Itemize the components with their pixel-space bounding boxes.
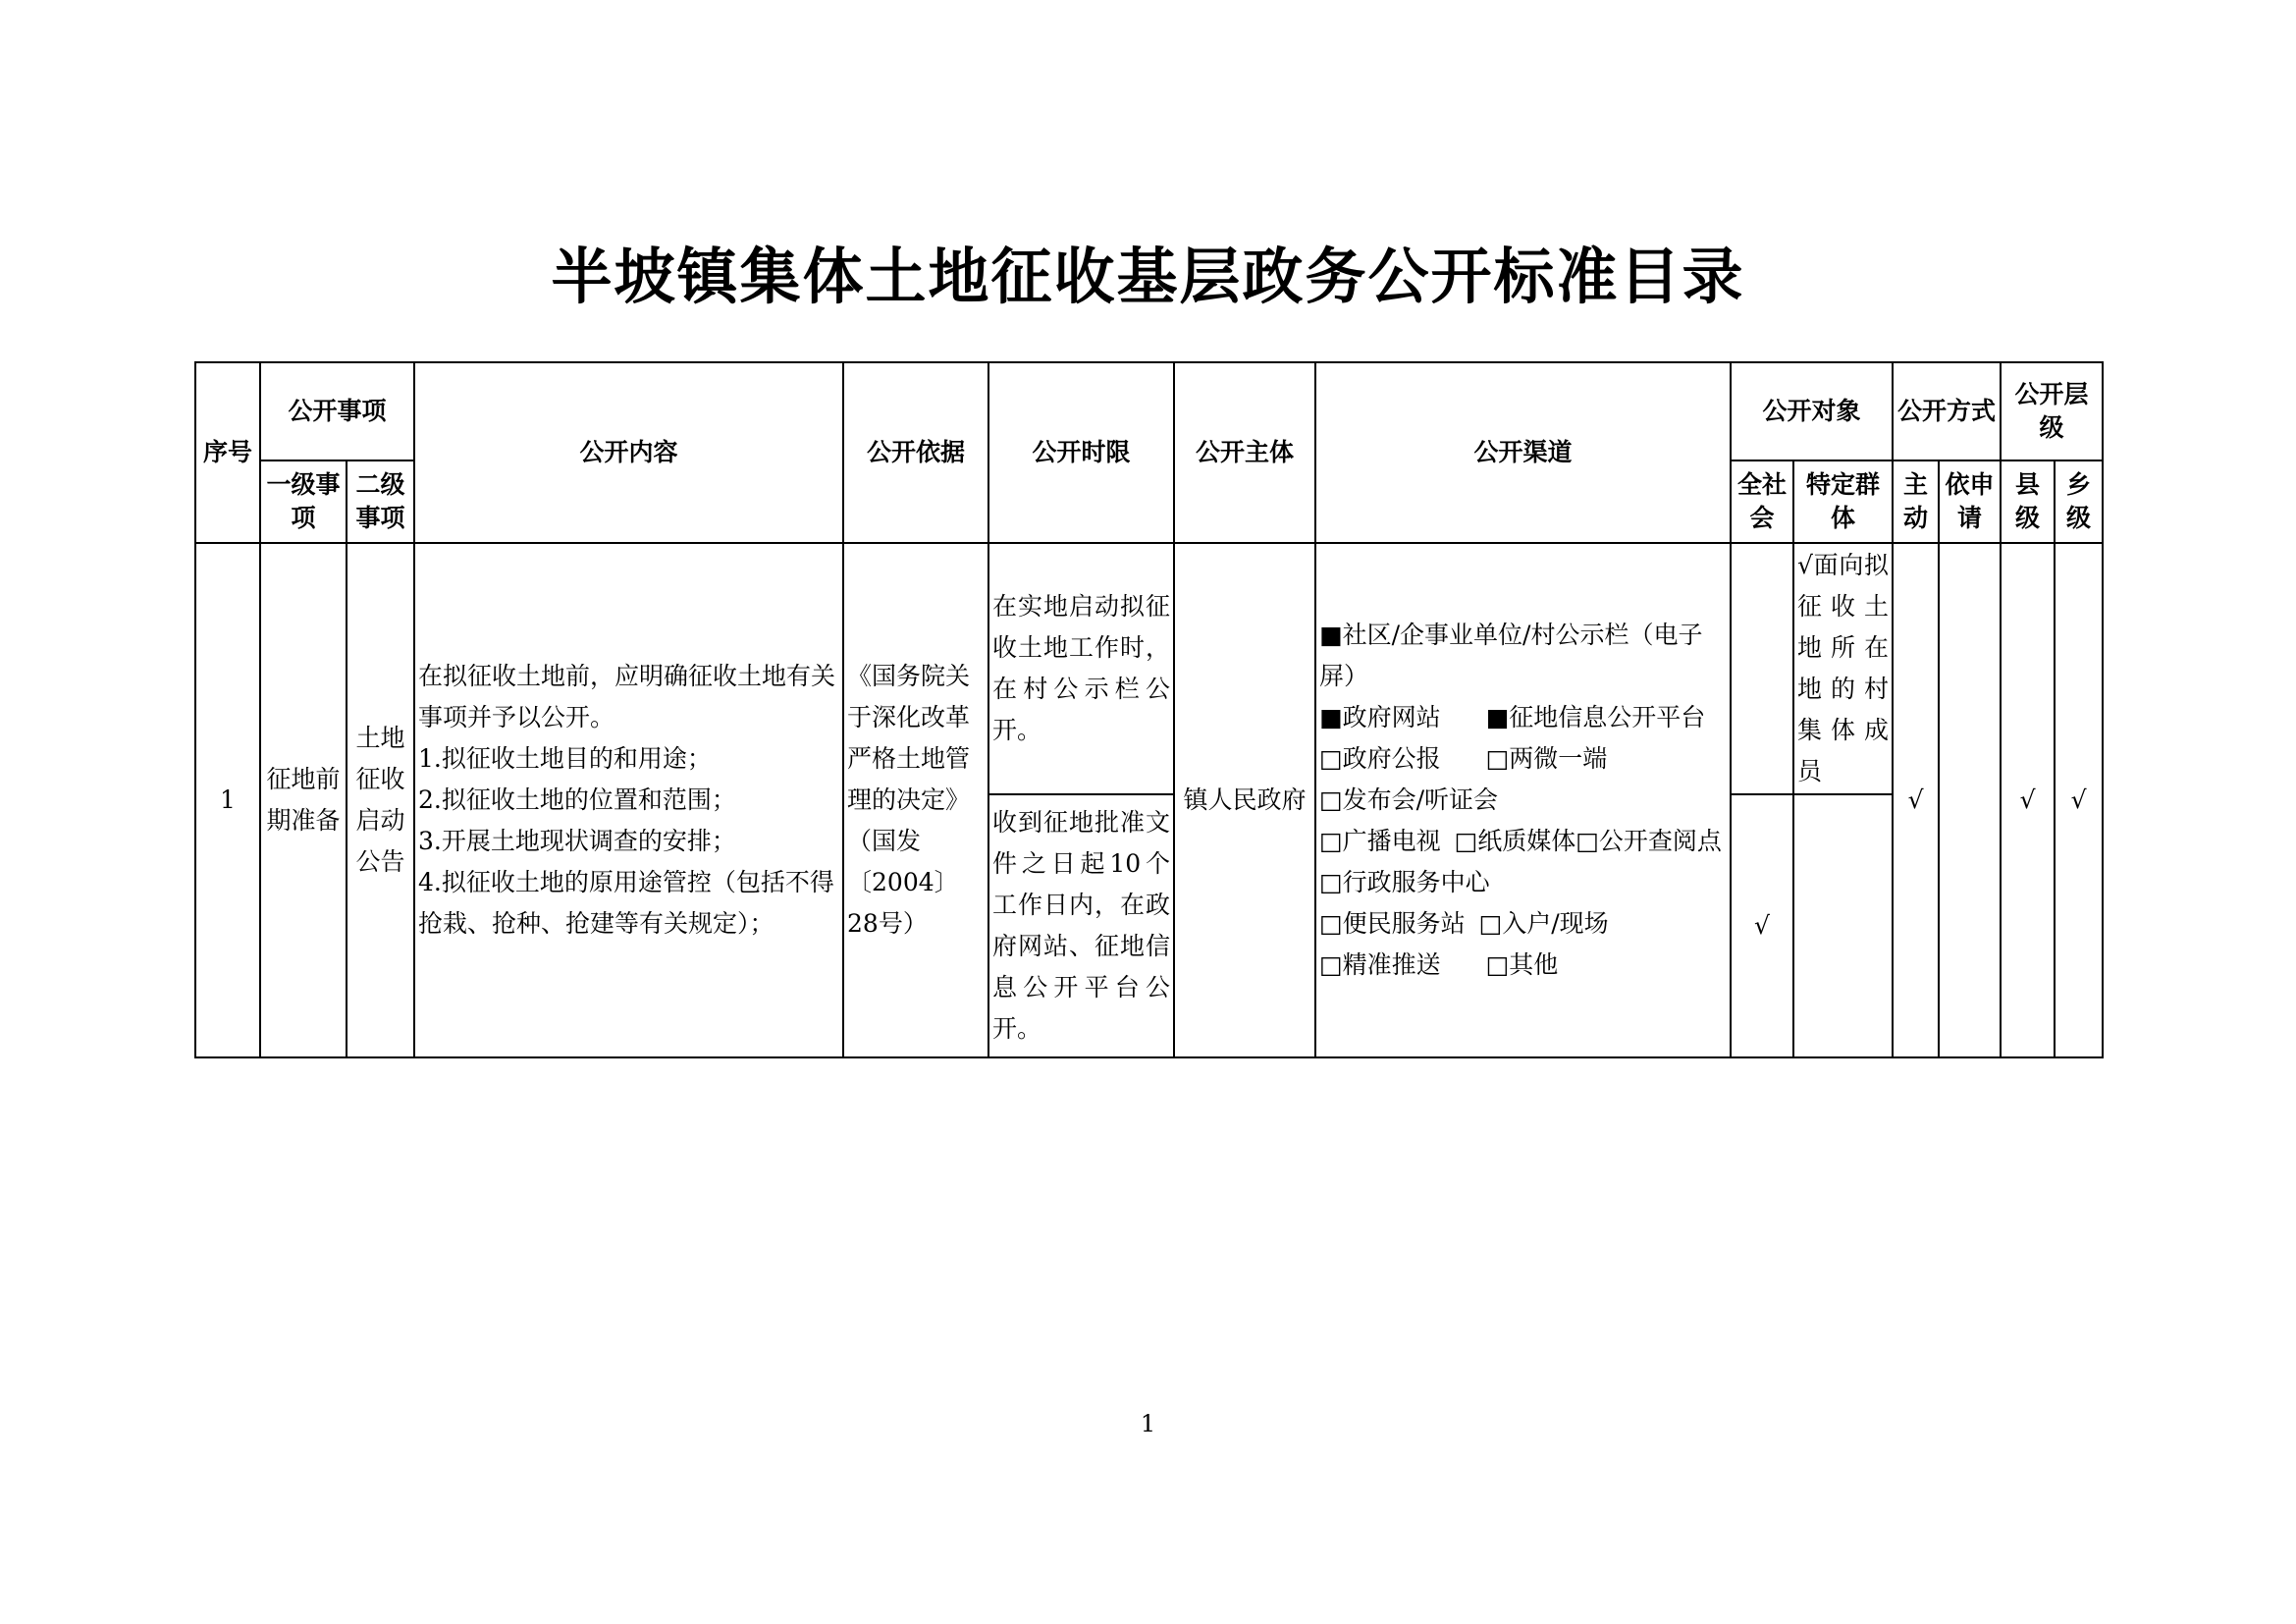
- page-number: 1: [1140, 1410, 1156, 1437]
- cell-channels: [1315, 543, 1731, 1057]
- cell-time-limit-1: 在实地启动拟征收土地工作时，在村公示栏公开。: [988, 543, 1174, 794]
- page-title: 半坡镇集体土地征收基层政务公开标准目录: [551, 241, 1745, 312]
- header-channel: 公开渠道: [1315, 362, 1731, 543]
- header-level: 公开层级: [2001, 362, 2103, 460]
- content-line: 4.拟征收土地的原用途管控（包括不得抢栽、抢种、抢建等有关规定）；: [418, 868, 834, 938]
- channel-line: □发布会/听证会: [1319, 785, 1499, 814]
- header-time-limit: 公开时限: [988, 362, 1174, 543]
- channel-line: □精准推送 □其他: [1319, 950, 1559, 979]
- cell-level1: 征地前期准备: [260, 543, 347, 1057]
- cell-level-county: √: [2001, 543, 2055, 1057]
- header-method-apply: 依申请: [1939, 460, 2001, 543]
- catalog-table: [194, 361, 2104, 1058]
- cell-target-specific-2: [1793, 794, 1893, 1057]
- header-method: 公开方式: [1893, 362, 2001, 460]
- channel-line: ■政府网站 ■征地信息公开平台: [1319, 703, 1706, 731]
- cell-target-specific-1: √面向拟征收土地所在地的村集体成员: [1793, 543, 1893, 794]
- cell-level-town: √: [2055, 543, 2103, 1057]
- cell-method-apply: [1939, 543, 2001, 1057]
- header-level-county: 县级: [2001, 460, 2055, 543]
- header-method-active: 主动: [1893, 460, 1939, 543]
- cell-seq: 1: [195, 543, 260, 1057]
- cell-basis: 《国务院关于深化改革严格土地管理的决定》（国发〔2004〕28号）: [843, 543, 988, 1057]
- content-line: 在拟征收土地前，应明确征收土地有关事项并予以公开。: [418, 662, 836, 731]
- header-seq: 序号: [195, 362, 260, 543]
- cell-level2: 土地征收启动公告: [347, 543, 414, 1057]
- header-basis: 公开依据: [843, 362, 988, 543]
- cell-subject: 镇人民政府: [1174, 543, 1315, 1057]
- header-target-all: 全社会: [1731, 460, 1793, 543]
- channel-line: □广播电视 □纸质媒体□公开查阅点: [1319, 827, 1722, 855]
- cell-method-active: √: [1893, 543, 1939, 1057]
- header-target-specific: 特定群体: [1793, 460, 1893, 543]
- content-line: 1.拟征收土地目的和用途；: [418, 744, 712, 773]
- header-subject: 公开主体: [1174, 362, 1315, 543]
- header-target: 公开对象: [1731, 362, 1893, 460]
- cell-time-limit-2: 收到征地批准文件之日起10个工作日内，在政府网站、征地信息公开平台公开。: [988, 794, 1174, 1057]
- header-level-town: 乡级: [2055, 460, 2103, 543]
- header-level1: 一级事项: [260, 460, 347, 543]
- content-line: 3.开展土地现状调查的安排；: [418, 827, 736, 855]
- table-row: [195, 543, 2103, 794]
- channel-line: □行政服务中心: [1319, 868, 1490, 896]
- cell-content: [414, 543, 843, 1057]
- cell-target-all-2: √: [1731, 794, 1793, 1057]
- cell-target-all-1: [1731, 543, 1793, 794]
- channel-line: ■社区/企事业单位/村公示栏（电子屏）: [1319, 621, 1703, 690]
- header-matter: 公开事项: [260, 362, 414, 460]
- content-line: 2.拟征收土地的位置和范围；: [418, 785, 736, 814]
- header-content: 公开内容: [414, 362, 843, 543]
- header-level2: 二级事项: [347, 460, 414, 543]
- channel-line: □政府公报 □两微一端: [1319, 744, 1608, 773]
- channel-line: □便民服务站 □入户/现场: [1319, 909, 1609, 938]
